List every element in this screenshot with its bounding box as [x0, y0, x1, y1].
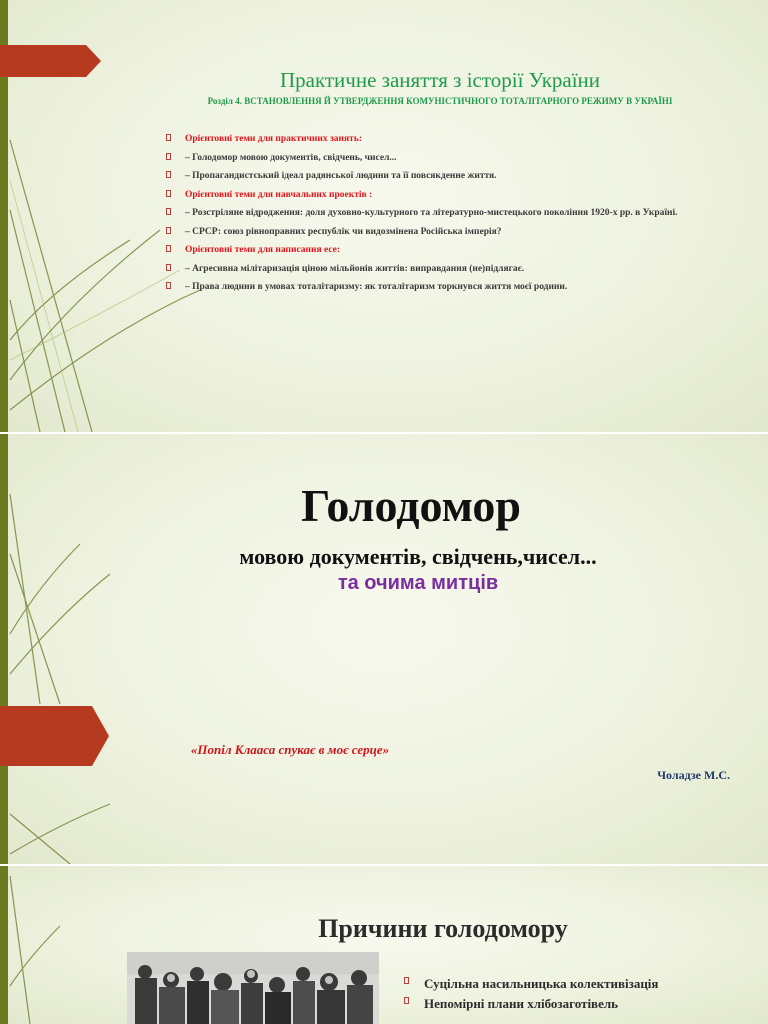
title-tab-shape: [0, 45, 102, 77]
slide-subtitle: Розділ 4. ВСТАНОВЛЕННЯ Й УТВЕРДЖЕННЯ КОМУНІСТИЧНОГО ТОТАЛІТАРНОГО РЕЖИМУ В УКРАЇНІ: [207, 96, 673, 106]
slide-subtitle-secondary: та очима митців: [337, 572, 499, 594]
list-item: [402, 974, 742, 994]
list-item-text: – Розстріляне відродження: доля духовно-культурного та літературно-мистецького покоління 1920-х рр. в Україні.: [185, 208, 678, 218]
causes-list: [402, 974, 742, 1014]
square-bullet-icon: [404, 997, 409, 1004]
slide-title: Практичне заняття з історії України: [279, 68, 601, 92]
list-item: [164, 226, 704, 238]
list-item: [164, 263, 704, 275]
list-item-text: Орієнтовні теми для практичних занять:: [185, 134, 363, 144]
list-item-text: Орієнтовні теми для навчальних проектів :: [185, 189, 373, 200]
list-item: [164, 244, 704, 256]
slide-title: Голодомор: [301, 480, 521, 531]
list-item: [164, 189, 704, 201]
quote: «Попіл Клааса спукає в моє серце»: [190, 742, 390, 757]
square-bullet-icon: [166, 134, 171, 141]
list-item: [164, 133, 704, 145]
square-bullet-icon: [166, 282, 171, 289]
square-bullet-icon: [166, 208, 171, 215]
list-item-text: – Права людини в умовах тоталітаризму: як тоталітаризм торкнувся життя моєї родини.: [185, 282, 568, 292]
square-bullet-icon: [404, 977, 409, 984]
list-item: [164, 170, 704, 182]
historical-photo: [127, 952, 379, 1024]
topics-list: [164, 133, 704, 300]
list-item-text: Орієнтовні теми для написання есе:: [185, 245, 341, 255]
square-bullet-icon: [166, 190, 171, 197]
square-bullet-icon: [166, 171, 171, 178]
list-item-text: Непомірні плани хлібозаготівель: [424, 996, 619, 1011]
square-bullet-icon: [166, 245, 171, 252]
slide-3: [0, 866, 768, 1024]
square-bullet-icon: [166, 153, 171, 160]
slide-title: Причини голодомору: [318, 914, 568, 943]
list-item-text: – Агресивна мілітаризація ціною мільйонів життів: виправдання (не)підлягає.: [185, 263, 525, 274]
slide-2: [0, 434, 768, 864]
author: Чоладзе М.С.: [657, 768, 730, 782]
list-item-text: – Голодомор мовою документів, свідчень, чисел...: [185, 152, 397, 163]
list-item-text: – Пропагандистський ідеал радянської людини та її повсякденне життя.: [185, 171, 497, 181]
list-item: [164, 281, 704, 293]
slide-subtitle: мовою документів, свідчень,чисел...: [239, 544, 597, 569]
list-item: [164, 152, 704, 164]
slide-1: [0, 0, 768, 432]
list-item: [402, 994, 742, 1014]
list-item-text: Суцільна насильницька колективізація: [424, 976, 659, 991]
square-bullet-icon: [166, 264, 171, 271]
list-item: [164, 207, 704, 219]
square-bullet-icon: [166, 227, 171, 234]
list-item-text: – СРСР: союз рівноправних республік чи видозмінена Російська імперія?: [185, 226, 502, 237]
